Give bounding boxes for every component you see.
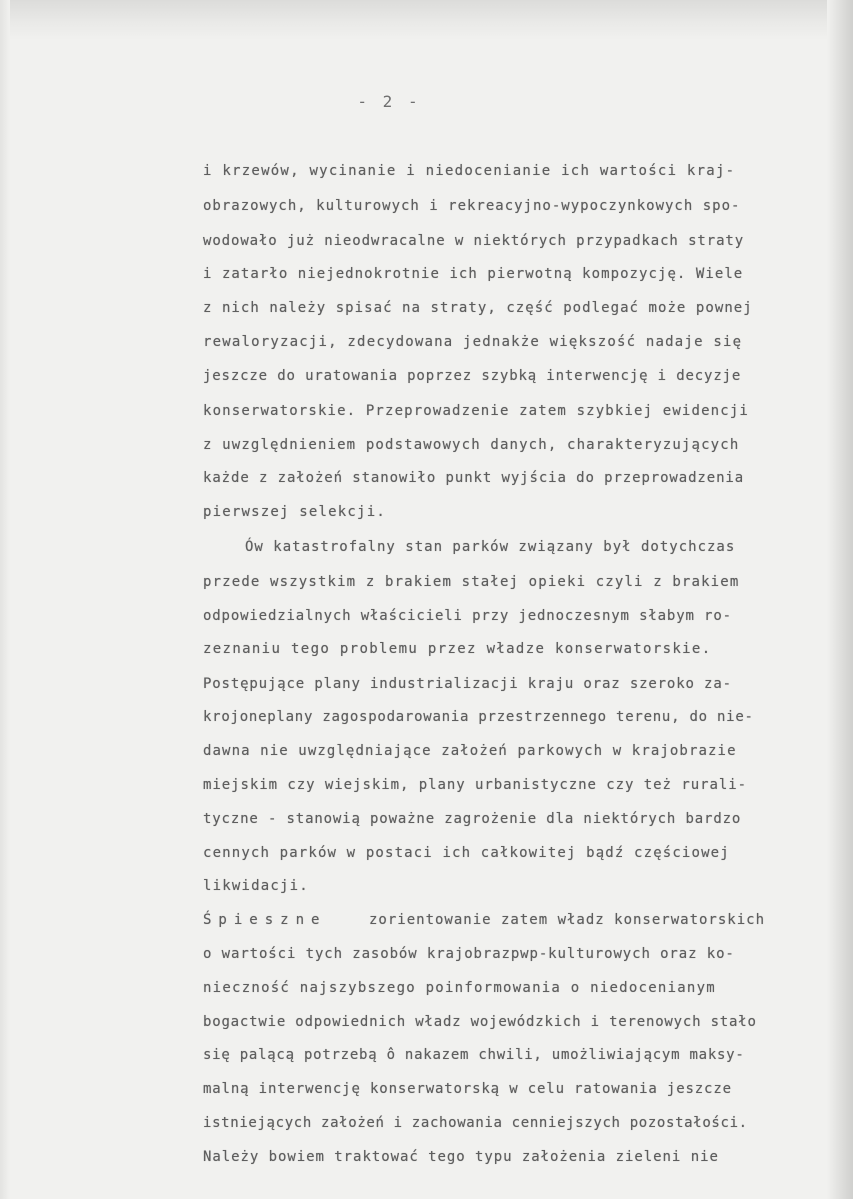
text-line: wodowało już nieodwracalne w niektórych przypadkach straty (203, 233, 745, 249)
text-line: się palącą potrzebą ô nakazem chwili, umożliwiającym maksy- (203, 1047, 745, 1063)
text-line: każde z założeń stanowiło punkt wyjścia do przeprowadzenia (203, 470, 745, 486)
text-line: bogactwie odpowiednich władz wojewódzkich i terenowych stało (203, 1014, 757, 1030)
page-number: - 2 - (357, 92, 421, 111)
text-line: z uwzględnieniem podstawowych danych, charakteryzujących (203, 437, 740, 453)
text-line: odpowiedzialnych właścicieli przy jednoczesnym słabym ro- (203, 608, 732, 624)
text-line: jeszcze do uratowania poprzez szybką interwencję i decyzje (203, 368, 742, 384)
scan-right-edge (827, 0, 853, 1199)
text-line: miejskim czy wiejskim, plany urbanistyczne czy też rurali- (203, 777, 747, 793)
text-line: i krzewów, wycinanie i niedocenianie ich wartości kraj- (203, 163, 736, 179)
text-line: likwidacji. (203, 878, 309, 894)
text-line: nieczność najszybszego poinformowania o niedocenianym (203, 980, 716, 996)
text-line: cennych parków w postaci ich całkowitej bądź częściowej (203, 845, 730, 861)
spaced-word: Śpieszne (203, 912, 327, 928)
text-line: pierwszej selekcji. (203, 504, 386, 520)
scan-left-edge (0, 0, 10, 1199)
text-line: Ów katastrofalny stan parków związany był dotychczas (245, 539, 736, 555)
text-line: krojoneplany zagospodarowania przestrzennego terenu, do nie- (203, 709, 754, 725)
text-line: przede wszystkim z brakiem stałej opieki czyli z brakiem (203, 574, 740, 590)
text-line: konserwatorskie. Przeprowadzenie zatem szybkiej ewidencji (203, 403, 749, 419)
text-line: z nich należy spisać na straty, część podlegać może pownej (203, 300, 753, 316)
text-line: obrazowych, kulturowych i rekreacyjno-wypoczynkowych spo- (203, 198, 741, 214)
text-line: zeznaniu tego problemu przez władze konserwatorskie. (203, 641, 712, 657)
text-line: istniejących założeń i zachowania cenniejszych pozostałości. (203, 1115, 748, 1131)
text-line: i zatarło niejednokrotnie ich pierwotną kompozycję. Wiele (203, 266, 744, 282)
text-line: tyczne - stanowią poważne zagrożenie dla niektórych bardzo (203, 811, 742, 827)
text-line: o wartości tych zasobów krajobrazpwp-kulturowych oraz ko- (203, 946, 735, 962)
text-line: dawna nie uwzględniające założeń parkowych w krajobrazie (203, 743, 737, 759)
text-line: rewaloryzacji, zdecydowana jednakże większość nadaje się (203, 334, 743, 350)
text-line: Postępujące plany industrializacji kraju oraz szeroko za- (203, 676, 732, 692)
text-line: Należy bowiem traktować tego typu założenia zieleni nie (203, 1149, 719, 1165)
text-line: zorientowanie zatem władz konserwatorskich (369, 912, 766, 928)
scan-top-shadow (0, 0, 853, 40)
text-line: malną interwencję konserwatorską w celu ratowania jeszcze (203, 1081, 732, 1097)
